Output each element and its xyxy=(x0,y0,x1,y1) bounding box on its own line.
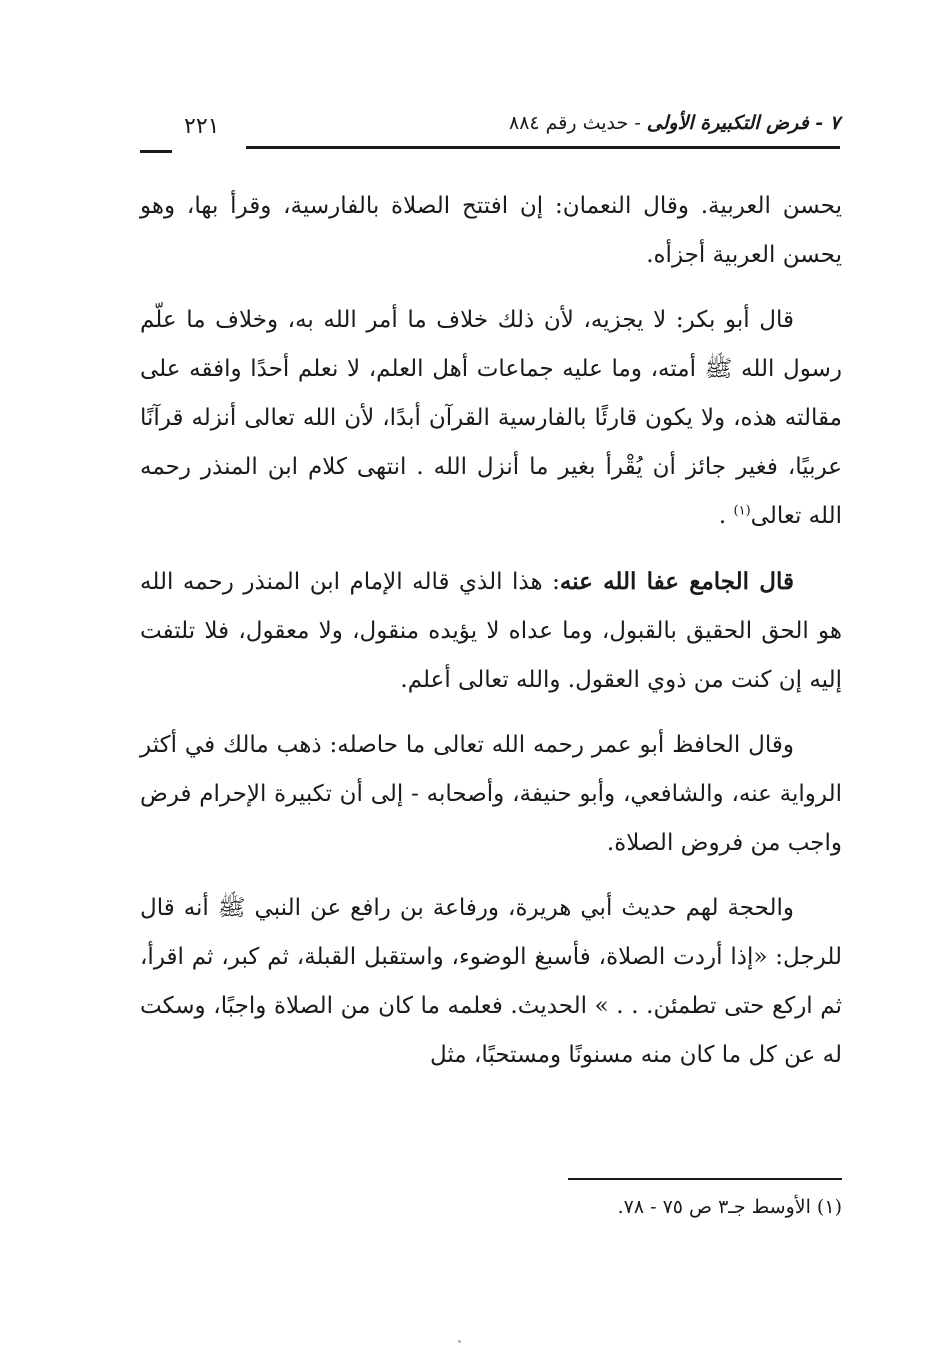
header-rule xyxy=(246,146,840,149)
hadith-reference: حديث رقم ٨٨٤ xyxy=(509,112,629,134)
footnote-marker: (١) xyxy=(733,503,751,519)
footnote: (١) الأوسط جـ٣ ص ٧٥ - ٧٨. xyxy=(617,1196,842,1218)
main-text xyxy=(140,182,842,1096)
paragraph: يحسن العربية. وقال النعمان: إن افتتح الصلاة بالفارسية، وقرأ بها، وهو يحسن العربية أجزأه. xyxy=(140,193,842,268)
paragraph: والحجة لهم حديث أبي هريرة، ورفاعة بن رافع عن النبي ﷺ أنه قال للرجل: «إذا أردت الصلاة، فأسبغ الوضوء، واستقبل القبلة، ثم كبر، ثم اقرأ، ثم اركع حتى تطمئن. . . » الحديث. فعلمه ما كان من الصلاة واجبًا، وسكت له عن كل ما كان منه مسنونًا ومستحبًا، مثل xyxy=(140,895,842,1068)
paragraph-end: . xyxy=(718,503,734,529)
header-separator: - xyxy=(628,112,647,134)
header-dash xyxy=(140,150,172,153)
page-speck xyxy=(458,1340,461,1343)
paragraph xyxy=(140,296,842,541)
paragraph-text: : هذا الذي قاله الإمام ابن المنذر رحمه الله هو الحق الحقيق بالقبول، وما عداه لا يؤيده منقول، ولا معقول، فلا تلتفت إليه إن كنت من ذوي العقول. والله تعالى أعلم. xyxy=(140,569,842,693)
header-title xyxy=(509,112,840,134)
paragraph-lead: قال الجامع عفا الله عنه xyxy=(559,568,794,595)
paragraph xyxy=(140,557,842,705)
chapter-title: ٧ - فرض التكبيرة الأولى xyxy=(646,112,840,134)
footnote-rule xyxy=(568,1178,842,1180)
page-number: ٢٢١ xyxy=(184,114,220,139)
paragraph: وقال الحافظ أبو عمر رحمه الله تعالى ما حاصله: ذهب مالك في أكثر الرواية عنه، والشافعي، وأبو حنيفة، وأصحابه - إلى أن تكبيرة الإحرام فرض واجب من فروض الصلاة. xyxy=(140,732,842,856)
paragraph-text: قال أبو بكر: لا يجزيه، لأن ذلك خلاف ما أمر الله به، وخلاف ما علّم رسول الله ﷺ أمته، وما عليه جماعات أهل العلم، لا نعلم أحدًا وافقه على مقالته هذه، ولا يكون قارئًا بالفارسية القرآن أبدًا، لأن الله تعالى أنزله قرآنًا عربيًا، فغير جائز أن يُقْرأ بغير ما أنزل الله . انتهى كلام ابن المنذر رحمه الله تعالى xyxy=(140,307,842,529)
running-header xyxy=(140,108,840,152)
